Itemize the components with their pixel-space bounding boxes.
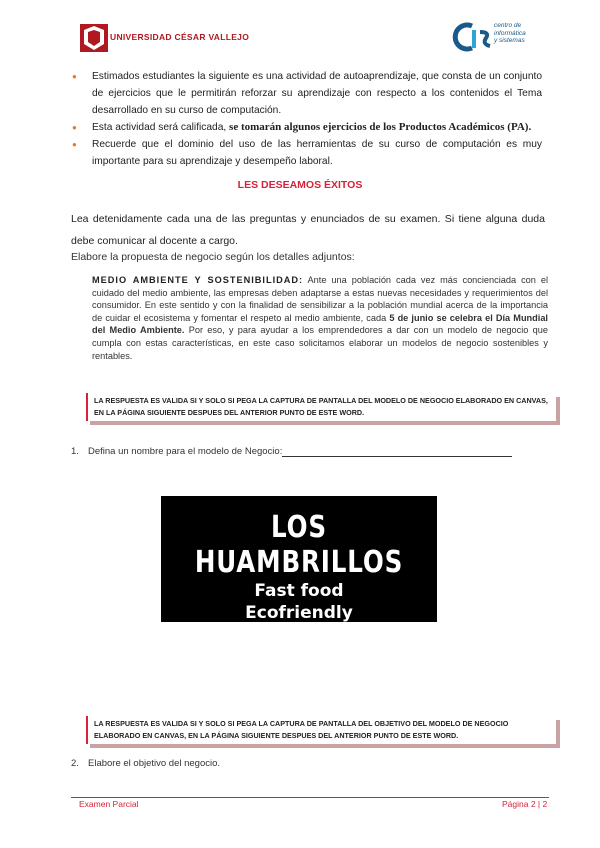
instruction-item: ● Recuerde que el dominio del uso de las herramientas de su curso de computación es muy importante para su aprendizaje y desempeño laboral. (72, 136, 542, 170)
footer-page-number: Página 2 | 2 (502, 799, 548, 809)
case-text: Ante una población cada vez más concienciada con el cuidado del medio ambiente, las empresas deben adaptarse a estas nuevas necesidades y requerimientos del consumidor. En este sentido y con la finalidad de sensibilizar a la población mundial acerca de la importancia de cuidar el ecosistema y fomentar el respeto al medio ambiente, cada (92, 275, 548, 323)
case-description (92, 274, 548, 362)
instructions-list (72, 68, 542, 170)
case-text-end: Por eso, y para ayudar a los emprendedores a dar con un modelo de negocio que cumpla con estas características, en este caso solicitamos elaborar un modelos de negocio sostenibles y rentables. (92, 325, 548, 361)
intro-paragraph: Lea detenidamente cada una de las preguntas y enunciados de su examen. Si tiene alguna duda debe comunicar al docente a cargo. (71, 213, 545, 247)
footer-exam-label: Examen Parcial (79, 799, 139, 809)
question-1 (71, 446, 512, 457)
instruction-emphasis: se tomarán algunos ejercicios de los Productos Académicos (PA). (229, 121, 532, 133)
instruction-item: ● Estimados estudiantes la siguiente es una actividad de autoaprendizaje, que consta de un conjunto de ejercicios que le permitirán reforzar su aprendizaje con respecto a los contenidos el Tema desarrollado en su curso de computación. (72, 68, 542, 119)
cis-caption-line-1: centro de (494, 22, 522, 29)
question-number: 2. (71, 758, 79, 769)
question-text: Defina un nombre para el modelo de Negocio: (88, 446, 283, 457)
answer-note-1: LA RESPUESTA ES VALIDA SI Y SOLO SI PEGA LA CAPTURA DE PANTALLA DEL MODELO DE NEGOCIO ELABORADO EN CANVAS, EN LA PÁGINA SIGUIENTE DESPUES DEL ANTERIOR PUNTO DE ESTE WORD. (86, 393, 556, 421)
footer-divider (71, 797, 549, 798)
case-emphasis: 5 de junio se celebra el Día Mundial del Medio Ambiente. (92, 312, 548, 336)
question-2 (71, 758, 220, 769)
banner-title: LOS HUAMBRILLOS (194, 510, 404, 580)
page-title: LES DESEAMOS ÉXITOS (237, 179, 363, 191)
business-name-banner (161, 496, 437, 622)
banner-subtitle-2: Ecofriendly (245, 603, 353, 623)
ucv-logo-icon (80, 24, 108, 52)
cis-logo-icon (452, 22, 492, 52)
answer-note-2: LA RESPUESTA ES VALIDA SI Y SOLO SI PEGA LA CAPTURA DE PANTALLA DEL OBJETIVO DEL MODELO DE NEGOCIO ELABORADO EN CANVAS, EN LA PÁGINA SIGUIENTE DESPUES DEL ANTERIOR PUNTO DE ESTE WORD. (86, 716, 556, 744)
case-lead: MEDIO AMBIENTE Y SOSTENIBILIDAD: (92, 275, 304, 285)
question-number: 1. (71, 446, 79, 457)
cis-caption-line-2: informática (494, 29, 526, 37)
answer-line[interactable] (282, 447, 512, 457)
proposal-intro: Elabore la propuesta de negocio según los detalles adjuntos: (71, 251, 355, 263)
question-text: Elabore el objetivo del negocio. (88, 758, 221, 769)
banner-subtitle-1: Fast food (254, 581, 344, 601)
instruction-text: Esta actividad será calificada, (92, 122, 230, 133)
university-name: UNIVERSIDAD CÉSAR VALLEJO (110, 32, 250, 42)
instruction-item (72, 119, 542, 136)
cis-caption (494, 22, 526, 45)
cis-caption-line-3: y sistemas (494, 37, 525, 44)
